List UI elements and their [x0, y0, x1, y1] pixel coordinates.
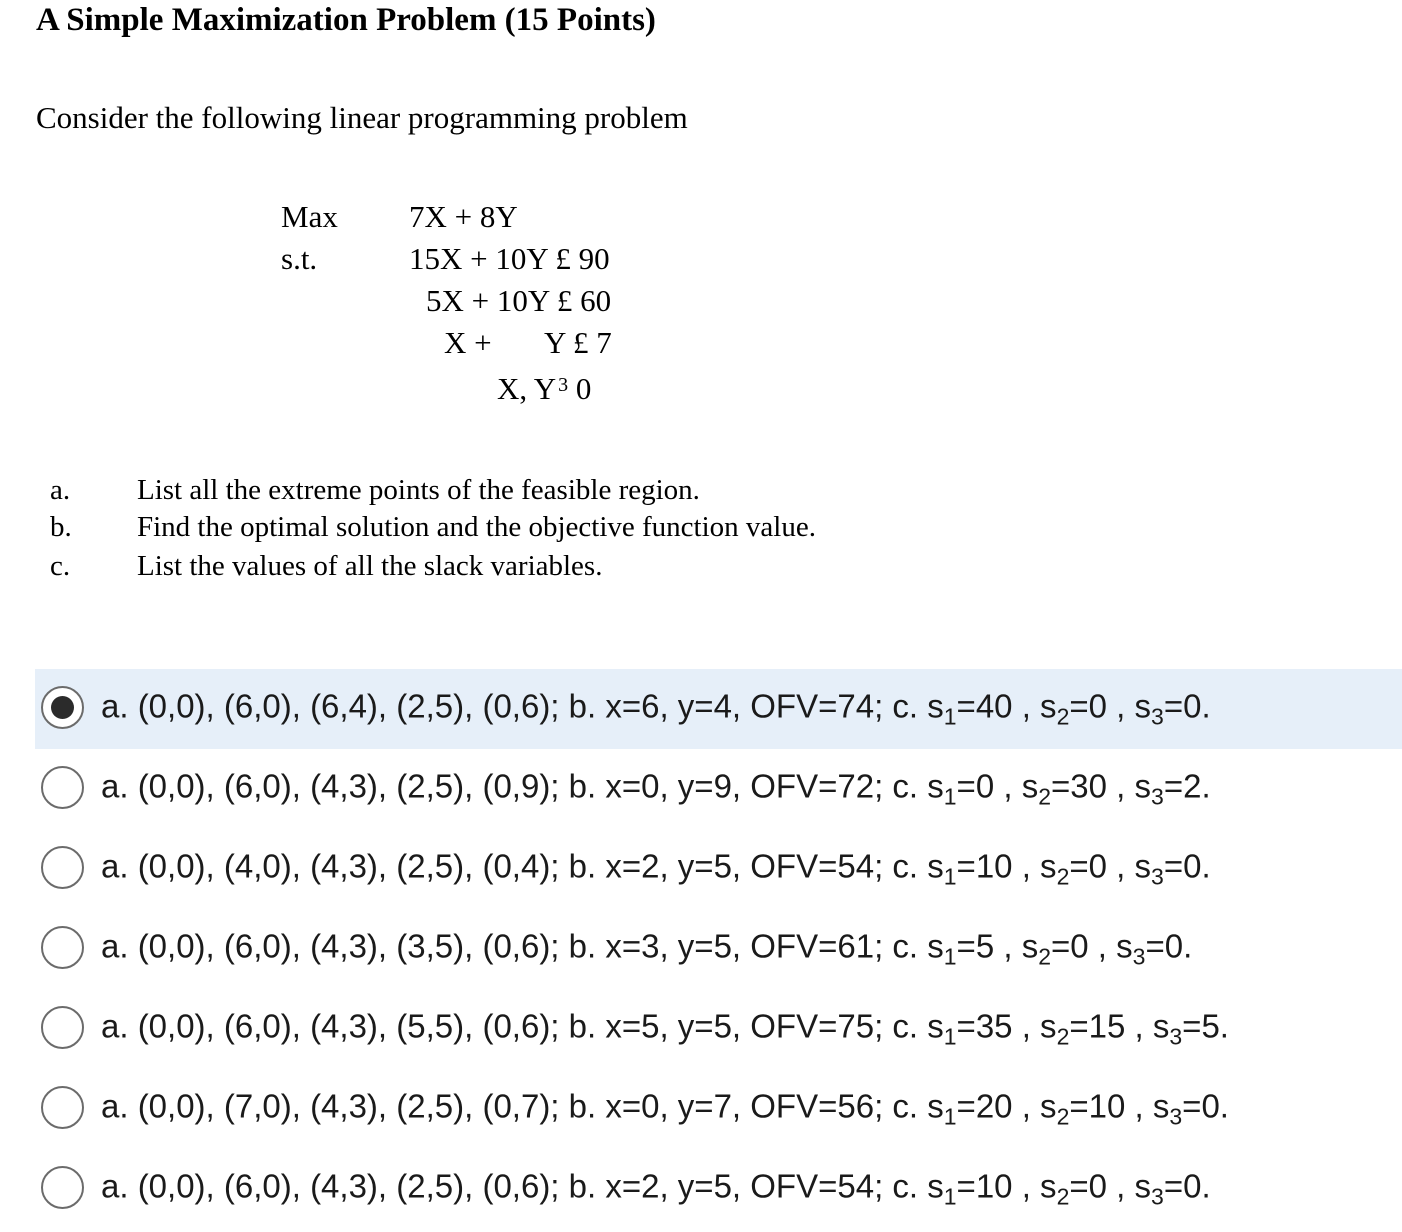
- option-text: a. (0,0), (6,0), (4,3), (3,5), (0,6); b. x=3, y=5, OFV=61; c. $s_1=5$ , $s_2=0$ , $s_3=0$.: [101, 927, 1193, 970]
- radio-button[interactable]: [41, 846, 84, 889]
- page-title: A Simple Maximization Problem (15 Points): [36, 2, 656, 38]
- question-letter: c.: [50, 550, 71, 582]
- question-letter: b.: [50, 511, 72, 543]
- question-text: Find the optimal solution and the objective function value.: [137, 511, 816, 543]
- radio-button[interactable]: [41, 926, 84, 969]
- answer-option-5[interactable]: [35, 989, 1402, 1069]
- answer-option-6[interactable]: [35, 1069, 1402, 1149]
- answer-options: [35, 669, 1402, 1229]
- constraint-2: 5X + 10Y £ 60: [426, 283, 612, 318]
- question-text: List the values of all the slack variables.: [137, 550, 603, 582]
- constraint-1: 15X + 10Y £ 90: [409, 241, 610, 276]
- radio-button[interactable]: [41, 1006, 84, 1049]
- max-label: Max: [281, 199, 338, 234]
- objective-function: 7X + 8Y: [409, 199, 518, 234]
- answer-option-3[interactable]: [35, 829, 1402, 909]
- radio-button[interactable]: [41, 1166, 84, 1209]
- option-text: a. (0,0), (6,0), (6,4), (2,5), (0,6); b. x=6, y=4, OFV=74; c. $s_1=40$ , $s_2=0$ , $s_3=0$.: [101, 687, 1211, 730]
- radio-button-selected[interactable]: [41, 686, 84, 729]
- radio-button[interactable]: [41, 766, 84, 809]
- st-label: s.t.: [281, 241, 318, 276]
- question-text: List all the extreme points of the feasible region.: [137, 474, 700, 506]
- constraint-3-right: Y £ 7: [544, 325, 612, 360]
- constraint-nonnegativity: X, Y $^3$ 0: [497, 371, 592, 406]
- constraint-3-left: X +: [444, 325, 492, 360]
- intro-text: Consider the following linear programming problem: [36, 100, 688, 135]
- answer-option-1[interactable]: [35, 669, 1402, 749]
- radio-dot-icon: [51, 696, 74, 719]
- answer-option-4[interactable]: [35, 909, 1402, 989]
- option-text: a. (0,0), (6,0), (4,3), (2,5), (0,9); b. x=0, y=9, OFV=72; c. $s_1=0$ , $s_2=30$ , $s_3=2$.: [101, 767, 1211, 810]
- option-text: a. (0,0), (7,0), (4,3), (2,5), (0,7); b. x=0, y=7, OFV=56; c. $s_1=20$ , $s_2=10$ , $s_3=0$.: [101, 1087, 1229, 1130]
- question-letter: a.: [50, 474, 71, 506]
- radio-button[interactable]: [41, 1086, 84, 1129]
- answer-option-7[interactable]: [35, 1149, 1402, 1229]
- option-text: a. (0,0), (6,0), (4,3), (2,5), (0,6); b. x=2, y=5, OFV=54; c. $s_1=10$ , $s_2=0$ , $s_3=0$.: [101, 1167, 1211, 1210]
- answer-option-2[interactable]: [35, 749, 1402, 829]
- option-text: a. (0,0), (6,0), (4,3), (5,5), (0,6); b. x=5, y=5, OFV=75; c. $s_1=35$ , $s_2=15$ , $s_3=5$.: [101, 1007, 1229, 1050]
- option-text: a. (0,0), (4,0), (4,3), (2,5), (0,4); b. x=2, y=5, OFV=54; c. $s_1=10$ , $s_2=0$ , $s_3=0$.: [101, 847, 1211, 890]
